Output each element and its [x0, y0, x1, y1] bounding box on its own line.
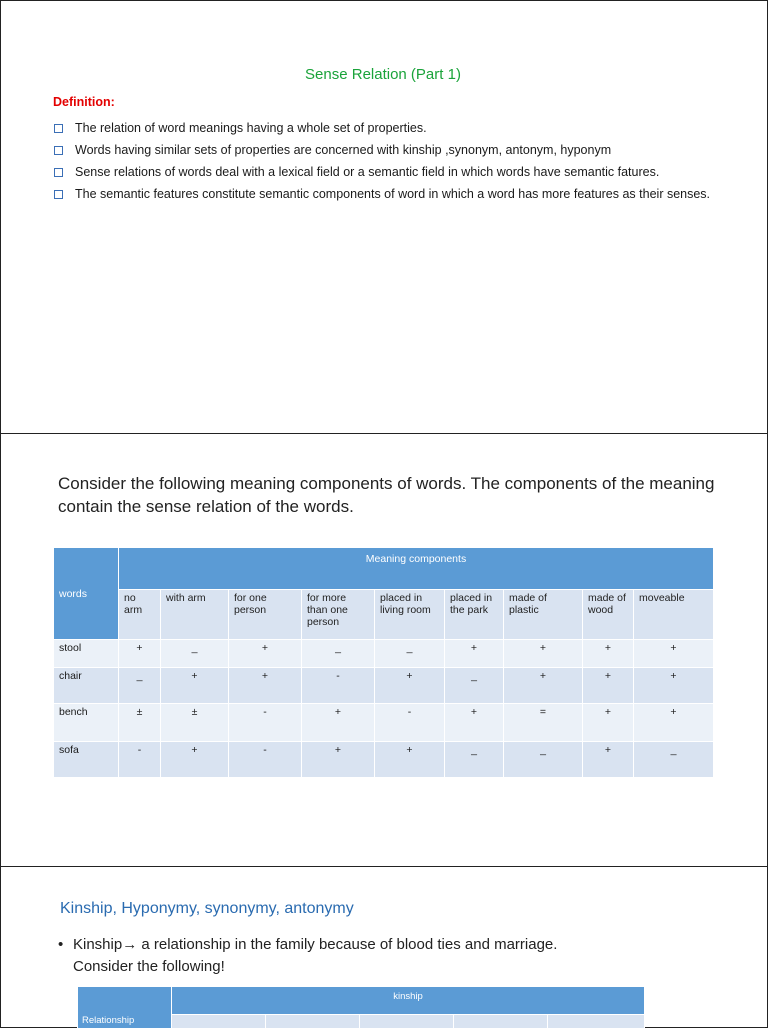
- bullet-item: The semantic features constitute semantic components of word in which a word has more features as their senses.: [53, 185, 733, 204]
- bullet-item: Sense relations of words deal with a lexical field or a semantic field in which words have semantic fatures.: [53, 163, 733, 182]
- square-bullet-icon: [54, 190, 63, 199]
- bullet-line: Kinship→ a relationship in the family because of blood ties and marriage.: [73, 936, 558, 953]
- word-cell: stool: [54, 640, 119, 668]
- value-cell: +: [229, 668, 302, 704]
- value-cell: ±: [161, 704, 229, 742]
- value-cell: +: [161, 668, 229, 704]
- value-cell: +: [445, 704, 504, 742]
- word-cell: bench: [54, 704, 119, 742]
- column-header: placed in the park: [445, 590, 504, 640]
- column-header: made of plastic: [504, 590, 583, 640]
- value-cell: +: [119, 640, 161, 668]
- definition-bullets: [53, 119, 733, 207]
- table-row: [54, 742, 714, 778]
- value-cell: =: [504, 704, 583, 742]
- value-cell: _: [375, 640, 445, 668]
- kinship-table: [77, 986, 645, 1029]
- column-header: [172, 1015, 266, 1029]
- column-header: no arm: [119, 590, 161, 640]
- value-cell: _: [161, 640, 229, 668]
- slide1-title: Sense Relation (Part 1): [305, 66, 461, 83]
- value-cell: +: [302, 742, 375, 778]
- table-row: [54, 640, 714, 668]
- value-cell: +: [583, 704, 634, 742]
- bullet-dot-icon: •: [58, 936, 64, 953]
- meaning-components-header: Meaning components: [119, 548, 714, 590]
- square-bullet-icon: [54, 146, 63, 155]
- bullet-item: The relation of word meanings having a whole set of properties.: [53, 119, 733, 138]
- value-cell: +: [504, 640, 583, 668]
- value-cell: +: [634, 704, 714, 742]
- column-header: [548, 1015, 645, 1029]
- value-cell: +: [583, 640, 634, 668]
- value-cell: _: [119, 668, 161, 704]
- value-cell: +: [375, 742, 445, 778]
- square-bullet-icon: [54, 124, 63, 133]
- column-header: placed in living room: [375, 590, 445, 640]
- column-header: moveable: [634, 590, 714, 640]
- value-cell: -: [302, 668, 375, 704]
- kinship-header: kinship: [172, 987, 645, 1015]
- word-cell: sofa: [54, 742, 119, 778]
- value-cell: -: [229, 704, 302, 742]
- column-header: for one person: [229, 590, 302, 640]
- value-cell: +: [229, 640, 302, 668]
- slide3-title: Kinship, Hyponymy, synonymy, antonymy: [60, 900, 354, 917]
- value-cell: _: [445, 668, 504, 704]
- value-cell: _: [504, 742, 583, 778]
- column-header: for more than one person: [302, 590, 375, 640]
- value-cell: -: [375, 704, 445, 742]
- value-cell: -: [229, 742, 302, 778]
- value-cell: _: [445, 742, 504, 778]
- table-row: [54, 668, 714, 704]
- column-header: [454, 1015, 548, 1029]
- kinship-bullet: [58, 934, 738, 978]
- value-cell: +: [302, 704, 375, 742]
- value-cell: +: [634, 640, 714, 668]
- value-cell: +: [634, 668, 714, 704]
- column-header: with arm: [161, 590, 229, 640]
- value-cell: _: [634, 742, 714, 778]
- words-header: words: [54, 548, 119, 640]
- word-cell: chair: [54, 668, 119, 704]
- value-cell: _: [302, 640, 375, 668]
- value-cell: +: [375, 668, 445, 704]
- meaning-components-table: [53, 547, 714, 778]
- value-cell: +: [161, 742, 229, 778]
- value-cell: +: [583, 742, 634, 778]
- bullet-item: Words having similar sets of properties are concerned with kinship ,synonym, antonym, hyponym: [53, 141, 733, 160]
- square-bullet-icon: [54, 168, 63, 177]
- value-cell: ±: [119, 704, 161, 742]
- bullet-line: Consider the following!: [73, 958, 225, 975]
- relationship-header: Relationship: [78, 987, 172, 1029]
- table-row: [54, 704, 714, 742]
- value-cell: -: [119, 742, 161, 778]
- value-cell: +: [583, 668, 634, 704]
- column-header: [266, 1015, 360, 1029]
- slide2-intro: Consider the following meaning components of words. The components of the meaning contain the sense relation of the words.: [58, 474, 715, 516]
- definition-label: Definition:: [53, 95, 115, 109]
- value-cell: +: [445, 640, 504, 668]
- column-header: made of wood: [583, 590, 634, 640]
- value-cell: +: [504, 668, 583, 704]
- column-header: [360, 1015, 454, 1029]
